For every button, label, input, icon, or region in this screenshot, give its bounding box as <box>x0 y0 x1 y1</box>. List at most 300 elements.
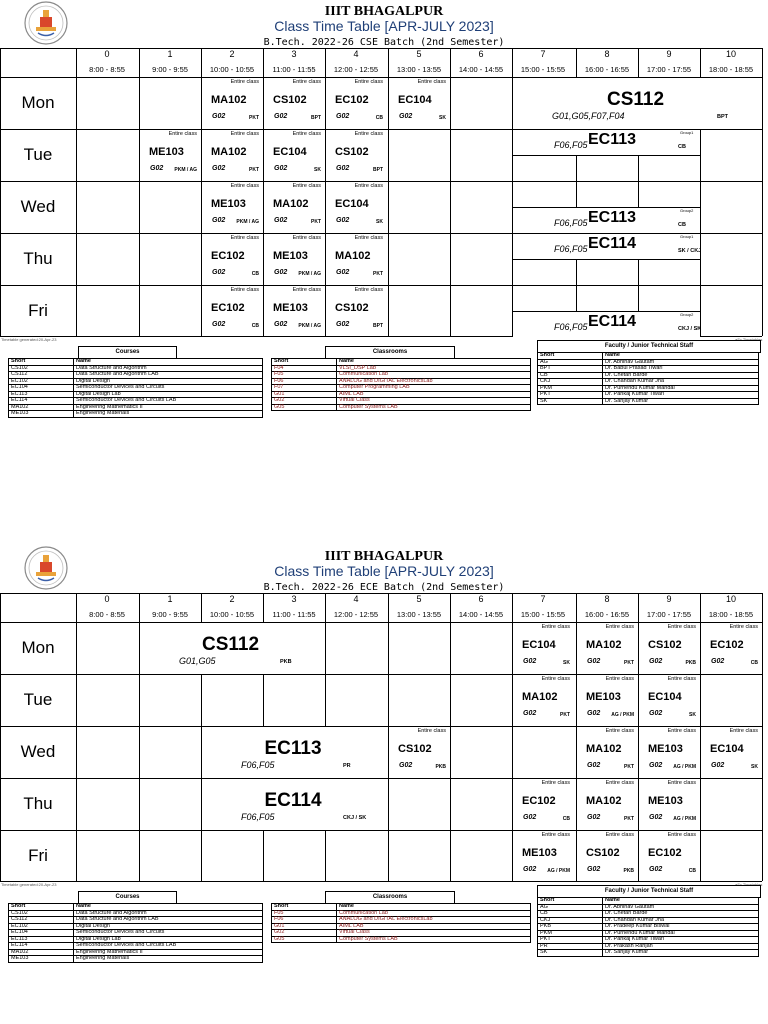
legend-short: AG <box>538 359 603 366</box>
class-course-code: EC102 <box>335 94 369 106</box>
class-course-code: EC104 <box>335 198 369 210</box>
class-faculty: CB <box>375 115 383 121</box>
institute-name: IIIT BHAGALPUR <box>324 549 444 564</box>
class-faculty: PKM / AG <box>174 167 197 173</box>
slot-time: 10:00 - 10:55 <box>209 610 255 619</box>
legend-short: ME103 <box>9 956 74 963</box>
class-course-code: EC104 <box>522 639 556 651</box>
lab-room-groups: G01,G05 <box>179 656 216 666</box>
day-label: Tue <box>23 690 53 709</box>
grid-line-bottom <box>0 881 762 882</box>
lab-group-tag: Group2 <box>680 312 694 317</box>
legend-short: G01 <box>272 923 337 930</box>
class-room: G02 <box>212 113 226 120</box>
legend-short: G05 <box>272 936 337 943</box>
grid-line-col-11 <box>762 48 763 336</box>
faculty-legend-title: Faculty / Junior Technical Staff <box>537 340 761 353</box>
entire-class-label: Entire class <box>230 235 259 241</box>
rooms-legend-table <box>271 903 531 943</box>
courses-legend <box>8 903 263 963</box>
grid-line-col-0 <box>76 48 77 336</box>
class-faculty: AG / PKM <box>673 816 696 822</box>
legend-name: Computer Systems LAB <box>337 936 531 943</box>
class-course-code: MA102 <box>273 198 309 210</box>
lab-course-code: EC113 <box>264 738 322 759</box>
slot-time: 14:00 - 14:55 <box>458 610 504 619</box>
slot-number: 9 <box>666 49 672 59</box>
grid-line-col-11 <box>762 593 763 881</box>
legend-short: F06 <box>272 917 337 924</box>
entire-class-label: Entire class <box>605 676 634 682</box>
lab-course-code: EC114 <box>588 313 637 330</box>
lab-group-tag: Group2 <box>680 208 694 213</box>
class-faculty: CB <box>688 868 696 874</box>
legend-short: CS112 <box>9 917 74 924</box>
entire-class-label: Entire class <box>729 624 758 630</box>
entire-class-label: Entire class <box>292 183 321 189</box>
legend-name: AIML LAB <box>337 391 531 398</box>
lab-room-groups: F06,F05 <box>241 760 275 770</box>
class-room: G02 <box>649 658 663 665</box>
batch-title: B.Tech. 2022-26 CSE Batch (2nd Semester) <box>263 37 505 48</box>
class-room: G02 <box>212 269 226 276</box>
entire-class-label: Entire class <box>230 287 259 293</box>
slot-number: 2 <box>229 49 235 59</box>
class-room: G02 <box>587 762 601 769</box>
courses-legend-table <box>8 903 263 963</box>
entire-class-label: Entire class <box>605 728 634 734</box>
legend-name: Computer Systems LAB <box>337 404 531 411</box>
class-faculty: SK <box>689 712 696 718</box>
entire-class-label: Entire class <box>168 131 197 137</box>
legend-name: Dr. Abhinav Gautam <box>603 904 759 911</box>
day-label: Fri <box>28 301 48 320</box>
class-room: G02 <box>336 321 350 328</box>
entire-class-label: Entire class <box>292 287 321 293</box>
grid-line-col-5 <box>388 593 389 881</box>
grid-line-col-10 <box>700 593 701 881</box>
legend-short: PR <box>538 943 603 950</box>
class-room: G02 <box>711 658 725 665</box>
entire-class-label: Entire class <box>354 79 383 85</box>
class-course-code: EC102 <box>211 250 245 262</box>
class-room: G02 <box>523 658 537 665</box>
lab-room-groups: F06,F05 <box>554 244 588 254</box>
legend-short: G05 <box>272 404 337 411</box>
class-course-code: EC102 <box>211 302 245 314</box>
entire-class-label: Entire class <box>292 79 321 85</box>
legend-name: Dr. Sanjay Kumar <box>603 950 759 957</box>
courses-legend-title: Courses <box>78 891 177 904</box>
class-room: G02 <box>399 113 413 120</box>
legend-name: Communication Lab <box>337 372 531 379</box>
legend-header-name: Name <box>603 898 759 905</box>
legend-name: Dr. Pradeep Kumar Biswal <box>603 924 759 931</box>
slot-time: 15:00 - 15:55 <box>520 610 566 619</box>
class-course-code: CS102 <box>586 847 620 859</box>
legend-name: ANALOG and DIGITAL ElectronicsLab <box>337 378 531 385</box>
entire-class-label: Entire class <box>729 728 758 734</box>
class-faculty: PKB <box>623 868 634 874</box>
slot-number: 7 <box>540 594 546 604</box>
legend-row <box>538 950 759 957</box>
legend-name: Digital Design Lab <box>74 936 263 943</box>
class-faculty: CB <box>750 660 758 666</box>
legend-short: G02 <box>272 930 337 937</box>
legend-name: Dr. Chetan Barde <box>603 372 759 379</box>
lab-course-code: EC114 <box>264 790 322 811</box>
class-course-code: MA102 <box>522 691 558 703</box>
generated-note: Timetable generated:20-Apr-23 <box>1 882 57 887</box>
slot-number: 5 <box>416 594 422 604</box>
grid-line-col-6 <box>450 593 451 881</box>
slot-number: 3 <box>291 49 297 59</box>
slot-time: 10:00 - 10:55 <box>209 65 255 74</box>
legend-name: Dr. Pankaj Kumar Tiwari <box>603 937 759 944</box>
legend-name: Engineering Mathematics II <box>74 404 263 411</box>
class-course-code: MA102 <box>586 639 622 651</box>
legend-short: AG <box>538 904 603 911</box>
lab-faculty: CKJ / SK <box>343 815 367 821</box>
class-faculty: PKT <box>373 271 383 277</box>
slot-time: 8:00 - 8:55 <box>89 610 125 619</box>
slot-number: 4 <box>353 49 359 59</box>
legend-short: PKT <box>538 392 603 399</box>
class-room: G02 <box>274 321 288 328</box>
entire-class-label: Entire class <box>354 287 383 293</box>
class-room: G02 <box>336 269 350 276</box>
class-room: G02 <box>649 710 663 717</box>
legend-row <box>9 956 263 963</box>
legend-name: Data Structure and Algorithm LAB <box>74 372 263 379</box>
slot-time: 17:00 - 17:55 <box>646 65 692 74</box>
entire-class-label: Entire class <box>230 79 259 85</box>
legend-short: CKJ <box>538 379 603 386</box>
class-room: G02 <box>336 165 350 172</box>
day-label: Fri <box>28 846 48 865</box>
legend-short: EC102 <box>9 923 74 930</box>
class-faculty: BPT <box>373 323 383 329</box>
lab-room-groups: G01,G05,F07,F04 <box>552 111 625 121</box>
legend-name: Semiconductor Devices and Circuits LAB <box>74 943 263 950</box>
legend-header-name: Name <box>337 904 531 911</box>
class-faculty: PKT <box>624 816 634 822</box>
slot-time: 12:00 - 12:55 <box>333 610 379 619</box>
class-room: G02 <box>523 866 537 873</box>
lab-course-code: CS112 <box>202 634 260 655</box>
class-faculty: BPT <box>311 115 321 121</box>
grid-line-col-6 <box>450 48 451 336</box>
grid-line-col-0 <box>76 593 77 881</box>
class-course-code: MA102 <box>335 250 371 262</box>
grid-line-day-4 <box>0 285 762 286</box>
lab-course-code: EC114 <box>588 235 637 252</box>
class-faculty: BPT <box>373 167 383 173</box>
grid-line-header <box>0 622 762 623</box>
legend-short: EC102 <box>9 378 74 385</box>
legend-name: ANALOG and DIGITAL ElectronicsLab <box>337 917 531 924</box>
legend-short: F07 <box>272 385 337 392</box>
legend-name: Semiconductor Devices and Circuits <box>74 385 263 392</box>
entire-class-label: Entire class <box>230 131 259 137</box>
slot-time: 8:00 - 8:55 <box>89 65 125 74</box>
grid-line-day-1 <box>0 674 762 675</box>
grid-line-col-5 <box>388 48 389 336</box>
slot-time: 17:00 - 17:55 <box>646 610 692 619</box>
slot-number: 10 <box>725 49 736 59</box>
legend-short: SK <box>538 950 603 957</box>
class-faculty: AG / PKM <box>547 868 570 874</box>
class-course-code: ME103 <box>648 795 683 807</box>
class-faculty: PKB <box>435 764 446 770</box>
legend-name: Dr. Purnendu Kumar Mandal <box>603 385 759 392</box>
legend-header-name: Name <box>74 359 263 366</box>
class-room: G02 <box>587 710 601 717</box>
class-faculty: SK <box>376 219 383 225</box>
class-faculty: PKB <box>685 660 696 666</box>
software-note: aSc Timetables <box>735 337 763 342</box>
slot-time: 11:00 - 11:55 <box>272 65 316 74</box>
legend-name: Dr. Prakash Ranjan <box>603 943 759 950</box>
entire-class-label: Entire class <box>230 183 259 189</box>
slot-time: 9:00 - 9:55 <box>152 65 188 74</box>
slot-number: 5 <box>416 49 422 59</box>
slot-number: 6 <box>478 49 484 59</box>
legend-name: Engineering Mathematics II <box>74 949 263 956</box>
day-label: Mon <box>21 93 55 112</box>
class-faculty: SK <box>439 115 446 121</box>
class-room: G02 <box>399 762 413 769</box>
slot-number: 7 <box>540 49 546 59</box>
class-course-code: ME103 <box>273 250 308 262</box>
class-course-code: MA102 <box>586 795 622 807</box>
class-course-code: CS102 <box>398 743 432 755</box>
class-faculty: PKT <box>249 115 259 121</box>
day-label: Thu <box>23 794 53 813</box>
legend-short: CS112 <box>9 372 74 379</box>
slot-time: 16:00 - 16:55 <box>584 610 630 619</box>
courses-legend-title: Courses <box>78 346 177 359</box>
slot-time: 13:00 - 13:55 <box>396 65 442 74</box>
legend-name: Dr. Purnendu Kumar Mandal <box>603 930 759 937</box>
class-room: G02 <box>336 113 350 120</box>
slot-number: 10 <box>725 594 736 604</box>
class-course-code: ME103 <box>648 743 683 755</box>
lab-faculty: SK / CKJ <box>678 248 702 254</box>
class-room: G02 <box>336 217 350 224</box>
class-room: G02 <box>274 217 288 224</box>
class-faculty: SK <box>751 764 758 770</box>
legend-name: Virtual Class <box>337 930 531 937</box>
class-course-code: EC104 <box>273 146 307 158</box>
legend-row <box>272 936 531 943</box>
legend-name: Dr. Chetan Barde <box>603 911 759 918</box>
legend-name: Dr. Chandan Kumar Jha <box>603 379 759 386</box>
class-course-code: ME103 <box>211 198 246 210</box>
batch-title: B.Tech. 2022-26 ECE Batch (2nd Semester) <box>263 582 505 593</box>
lab-faculty: BPT <box>717 114 728 120</box>
day-label: Wed <box>20 197 56 216</box>
legend-short: BPT <box>538 366 603 373</box>
class-course-code: EC102 <box>648 847 682 859</box>
legend-short: PKM <box>538 930 603 937</box>
lab-half-divider <box>512 207 700 208</box>
class-course-code: ME103 <box>149 146 184 158</box>
class-course-code: MA102 <box>586 743 622 755</box>
class-course-code: MA102 <box>211 94 247 106</box>
timetable-title: Class Time Table [APR-JULY 2023] <box>274 563 494 579</box>
legend-header-short: Short <box>272 359 337 366</box>
entire-class-label: Entire class <box>354 183 383 189</box>
legend-short: EC114 <box>9 398 74 405</box>
legend-name: Dr. Pankaj Kumar Tiwari <box>603 392 759 399</box>
entire-class-label: Entire class <box>605 780 634 786</box>
legend-short: F05 <box>272 372 337 379</box>
legend-row <box>538 398 759 405</box>
entire-class-label: Entire class <box>667 676 696 682</box>
legend-short: CS102 <box>9 910 74 917</box>
generated-note: Timetable generated:20-Apr-23 <box>1 337 57 342</box>
entire-class-label: Entire class <box>541 780 570 786</box>
slot-time: 13:00 - 13:55 <box>396 610 442 619</box>
day-label: Tue <box>23 145 53 164</box>
legend-short: G01 <box>272 391 337 398</box>
slot-time: 15:00 - 15:55 <box>520 65 566 74</box>
class-room: G02 <box>212 217 226 224</box>
legend-name: Digital Design <box>74 923 263 930</box>
class-course-code: CS102 <box>335 302 369 314</box>
legend-short: F06 <box>272 378 337 385</box>
legend-name: Data Structure and Algorithm <box>74 365 263 372</box>
class-course-code: EC104 <box>398 94 432 106</box>
class-course-code: EC102 <box>522 795 556 807</box>
grid-line-left <box>0 48 1 336</box>
lab-half-divider <box>512 311 700 312</box>
entire-class-label: Entire class <box>667 624 696 630</box>
lab-course-code: CS112 <box>607 89 665 110</box>
legend-header-short: Short <box>9 904 74 911</box>
class-faculty: PKT <box>249 167 259 173</box>
faculty-legend <box>537 352 759 405</box>
slot-number: 2 <box>229 594 235 604</box>
entire-class-label: Entire class <box>667 832 696 838</box>
legend-name: Dr. Chandan Kumar Jha <box>603 917 759 924</box>
class-room: G02 <box>212 321 226 328</box>
slot-number: 8 <box>604 49 610 59</box>
class-room: G02 <box>274 165 288 172</box>
grid-line-left <box>0 593 1 881</box>
entire-class-label: Entire class <box>417 79 446 85</box>
legend-header-short: Short <box>9 359 74 366</box>
class-faculty: PKT <box>560 712 570 718</box>
day-label: Wed <box>20 742 56 761</box>
rooms-legend-table <box>271 358 531 411</box>
class-room: G02 <box>523 710 537 717</box>
class-room: G02 <box>649 762 663 769</box>
slot-time: 16:00 - 16:55 <box>584 65 630 74</box>
legend-name: Engineering Materials <box>74 956 263 963</box>
legend-short: F04 <box>272 365 337 372</box>
legend-short: CB <box>538 911 603 918</box>
institute-name: IIIT BHAGALPUR <box>324 4 444 19</box>
lab-half-divider <box>512 155 700 156</box>
entire-class-label: Entire class <box>667 780 696 786</box>
slot-time: 11:00 - 11:55 <box>272 610 316 619</box>
rooms-legend-title: Classrooms <box>325 891 455 904</box>
entire-class-label: Entire class <box>354 235 383 241</box>
entire-class-label: Entire class <box>605 624 634 630</box>
courses-legend <box>8 358 263 418</box>
legend-name: VLSI_DSP Lab <box>337 365 531 372</box>
day-label: Thu <box>23 249 53 268</box>
class-room: G02 <box>587 866 601 873</box>
class-faculty: CB <box>251 323 259 329</box>
class-course-code: ME103 <box>522 847 557 859</box>
legend-name: Communication Lab <box>337 910 531 917</box>
class-room: G02 <box>587 814 601 821</box>
legend-name: Dr. Abhinav Gautam <box>603 359 759 366</box>
entire-class-label: Entire class <box>605 832 634 838</box>
class-faculty: PKT <box>624 764 634 770</box>
class-room: G02 <box>212 165 226 172</box>
legend-name: Computer Programming LAB <box>337 385 531 392</box>
entire-class-label: Entire class <box>541 676 570 682</box>
legend-short: MA102 <box>9 404 74 411</box>
slot-number: 3 <box>291 594 297 604</box>
class-course-code: ME103 <box>586 691 621 703</box>
class-room: G02 <box>649 866 663 873</box>
legend-header-short: Short <box>272 904 337 911</box>
class-course-code: CS102 <box>335 146 369 158</box>
rooms-legend-title: Classrooms <box>325 346 455 359</box>
entire-class-label: Entire class <box>354 131 383 137</box>
legend-short: EC113 <box>9 391 74 398</box>
legend-name: Digital Design Lab <box>74 391 263 398</box>
entire-class-label: Entire class <box>417 728 446 734</box>
class-course-code: EC104 <box>710 743 744 755</box>
class-faculty: PKT <box>624 660 634 666</box>
class-room: G02 <box>587 658 601 665</box>
lab-room-groups: F06,F05 <box>241 812 275 822</box>
slot-time: 9:00 - 9:55 <box>152 610 188 619</box>
legend-short: PKM <box>538 385 603 392</box>
class-room: G02 <box>523 814 537 821</box>
legend-short: SK <box>538 398 603 405</box>
class-faculty: SK <box>563 660 570 666</box>
legend-name: Dr. Babul Prasad Tiwari <box>603 366 759 373</box>
slot-number: 0 <box>104 49 110 59</box>
class-room: G02 <box>711 762 725 769</box>
grid-line-col-1 <box>139 48 140 336</box>
legend-name: Data Structure and Algorithm LAB <box>74 917 263 924</box>
legend-short: EC114 <box>9 943 74 950</box>
slot-number: 4 <box>353 594 359 604</box>
lab-faculty: CB <box>678 222 686 228</box>
class-faculty: SK <box>314 167 321 173</box>
slot-number: 8 <box>604 594 610 604</box>
legend-row <box>9 411 263 418</box>
slot-number: 0 <box>104 594 110 604</box>
class-course-code: CS102 <box>648 639 682 651</box>
timetable-ece <box>0 545 768 995</box>
legend-short: CB <box>538 372 603 379</box>
lab-faculty: CB <box>678 144 686 150</box>
lab-room-groups: F06,F05 <box>554 322 588 332</box>
legend-short: EC104 <box>9 930 74 937</box>
slot-number: 1 <box>167 49 173 59</box>
faculty-legend-title: Faculty / Junior Technical Staff <box>537 885 761 898</box>
courses-legend-table <box>8 358 263 418</box>
